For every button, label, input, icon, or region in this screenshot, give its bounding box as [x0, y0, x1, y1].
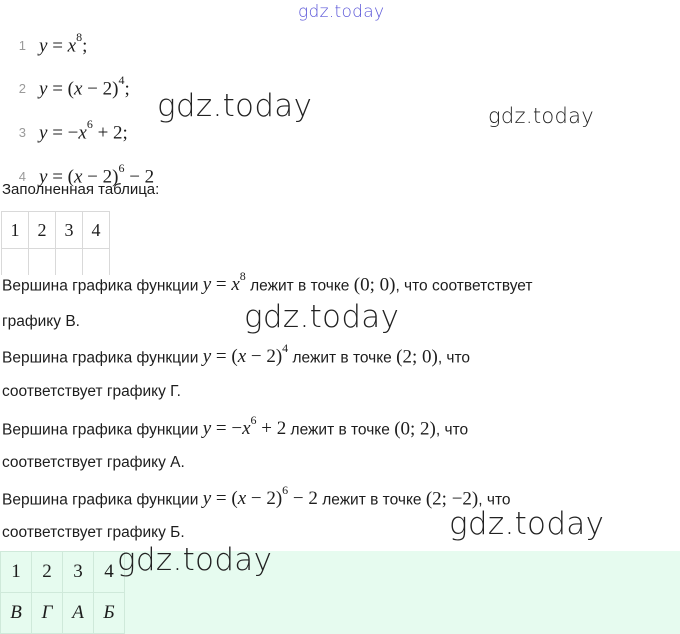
table-header-cell: 3: [56, 212, 83, 249]
table-caption: Заполненная таблица:: [2, 181, 160, 198]
table-header-cell: 2: [29, 212, 56, 249]
empty-table: [1, 211, 110, 275]
point: (2; −2): [425, 488, 479, 510]
list-number: 3: [18, 124, 26, 140]
list-expression: $y = (x - 2)^4$;: [39, 72, 130, 100]
point: (0; 2): [394, 418, 436, 440]
list-number: 1: [18, 37, 26, 53]
answer-table: [0, 551, 125, 634]
formula: $y = x^8$: [202, 269, 246, 296]
formula: $y = (x - 2)^6 - 2$: [202, 483, 318, 510]
function-list: [0, 28, 680, 188]
paragraph-2: Вершина графика функции $y = (x - 2)^4$ лежит в точке (2; 0), что: [2, 341, 471, 368]
list-expression: $y = -x^6 + 2$;: [39, 116, 128, 144]
list-expression: $y = x^8$;: [39, 29, 88, 57]
watermark-top: gdz.today: [298, 2, 385, 22]
watermark: gdz.today: [488, 104, 595, 128]
list-expression: $y = (x - 2)^6 - 2$: [39, 160, 155, 188]
paragraph-4-line2: соответствует графику Б.: [2, 524, 185, 541]
table-header-cell: 2: [32, 552, 63, 593]
watermark: gdz.today: [449, 506, 605, 542]
list-number: 4: [18, 168, 26, 184]
formula: $y = -x^6 + 2$: [202, 413, 287, 440]
list-number: 2: [18, 80, 26, 96]
table-header-cell: 4: [94, 552, 125, 593]
watermark: gdz.today: [117, 542, 273, 578]
formula: $y = (x - 2)^4$: [202, 341, 289, 368]
table-header-cell: 4: [83, 212, 110, 249]
point: (2; 0): [396, 346, 438, 368]
watermark: gdz.today: [157, 88, 313, 124]
list-item: [0, 30, 87, 60]
paragraph-3-line2: соответствует графику А.: [2, 454, 185, 471]
paragraph-1-line2: графику В.: [2, 313, 80, 330]
list-item: [0, 73, 130, 103]
watermark: gdz.today: [244, 299, 400, 335]
table-header-cell: 1: [2, 212, 29, 249]
paragraph-1: Вершина графика функции $y = x^8$ лежит в точке (0; 0), что соответствует: [2, 269, 533, 296]
table-header-cell: 1: [1, 552, 32, 593]
paragraph-4: Вершина графика функции $y = (x - 2)^6 - 2$ лежит в точке (2; −2), что: [2, 483, 511, 510]
table-header-cell: 3: [63, 552, 94, 593]
point: (0; 0): [353, 274, 396, 296]
list-item: [0, 117, 128, 147]
paragraph-3: Вершина графика функции $y = -x^6 + 2$ лежит в точке (0; 2), что: [2, 413, 469, 440]
answer-cell: В: [1, 593, 32, 634]
answer-cell: Г: [32, 593, 63, 634]
answer-cell: А: [63, 593, 94, 634]
paragraph-2-line2: соответствует графику Г.: [2, 383, 181, 400]
answer-cell: Б: [94, 593, 125, 634]
